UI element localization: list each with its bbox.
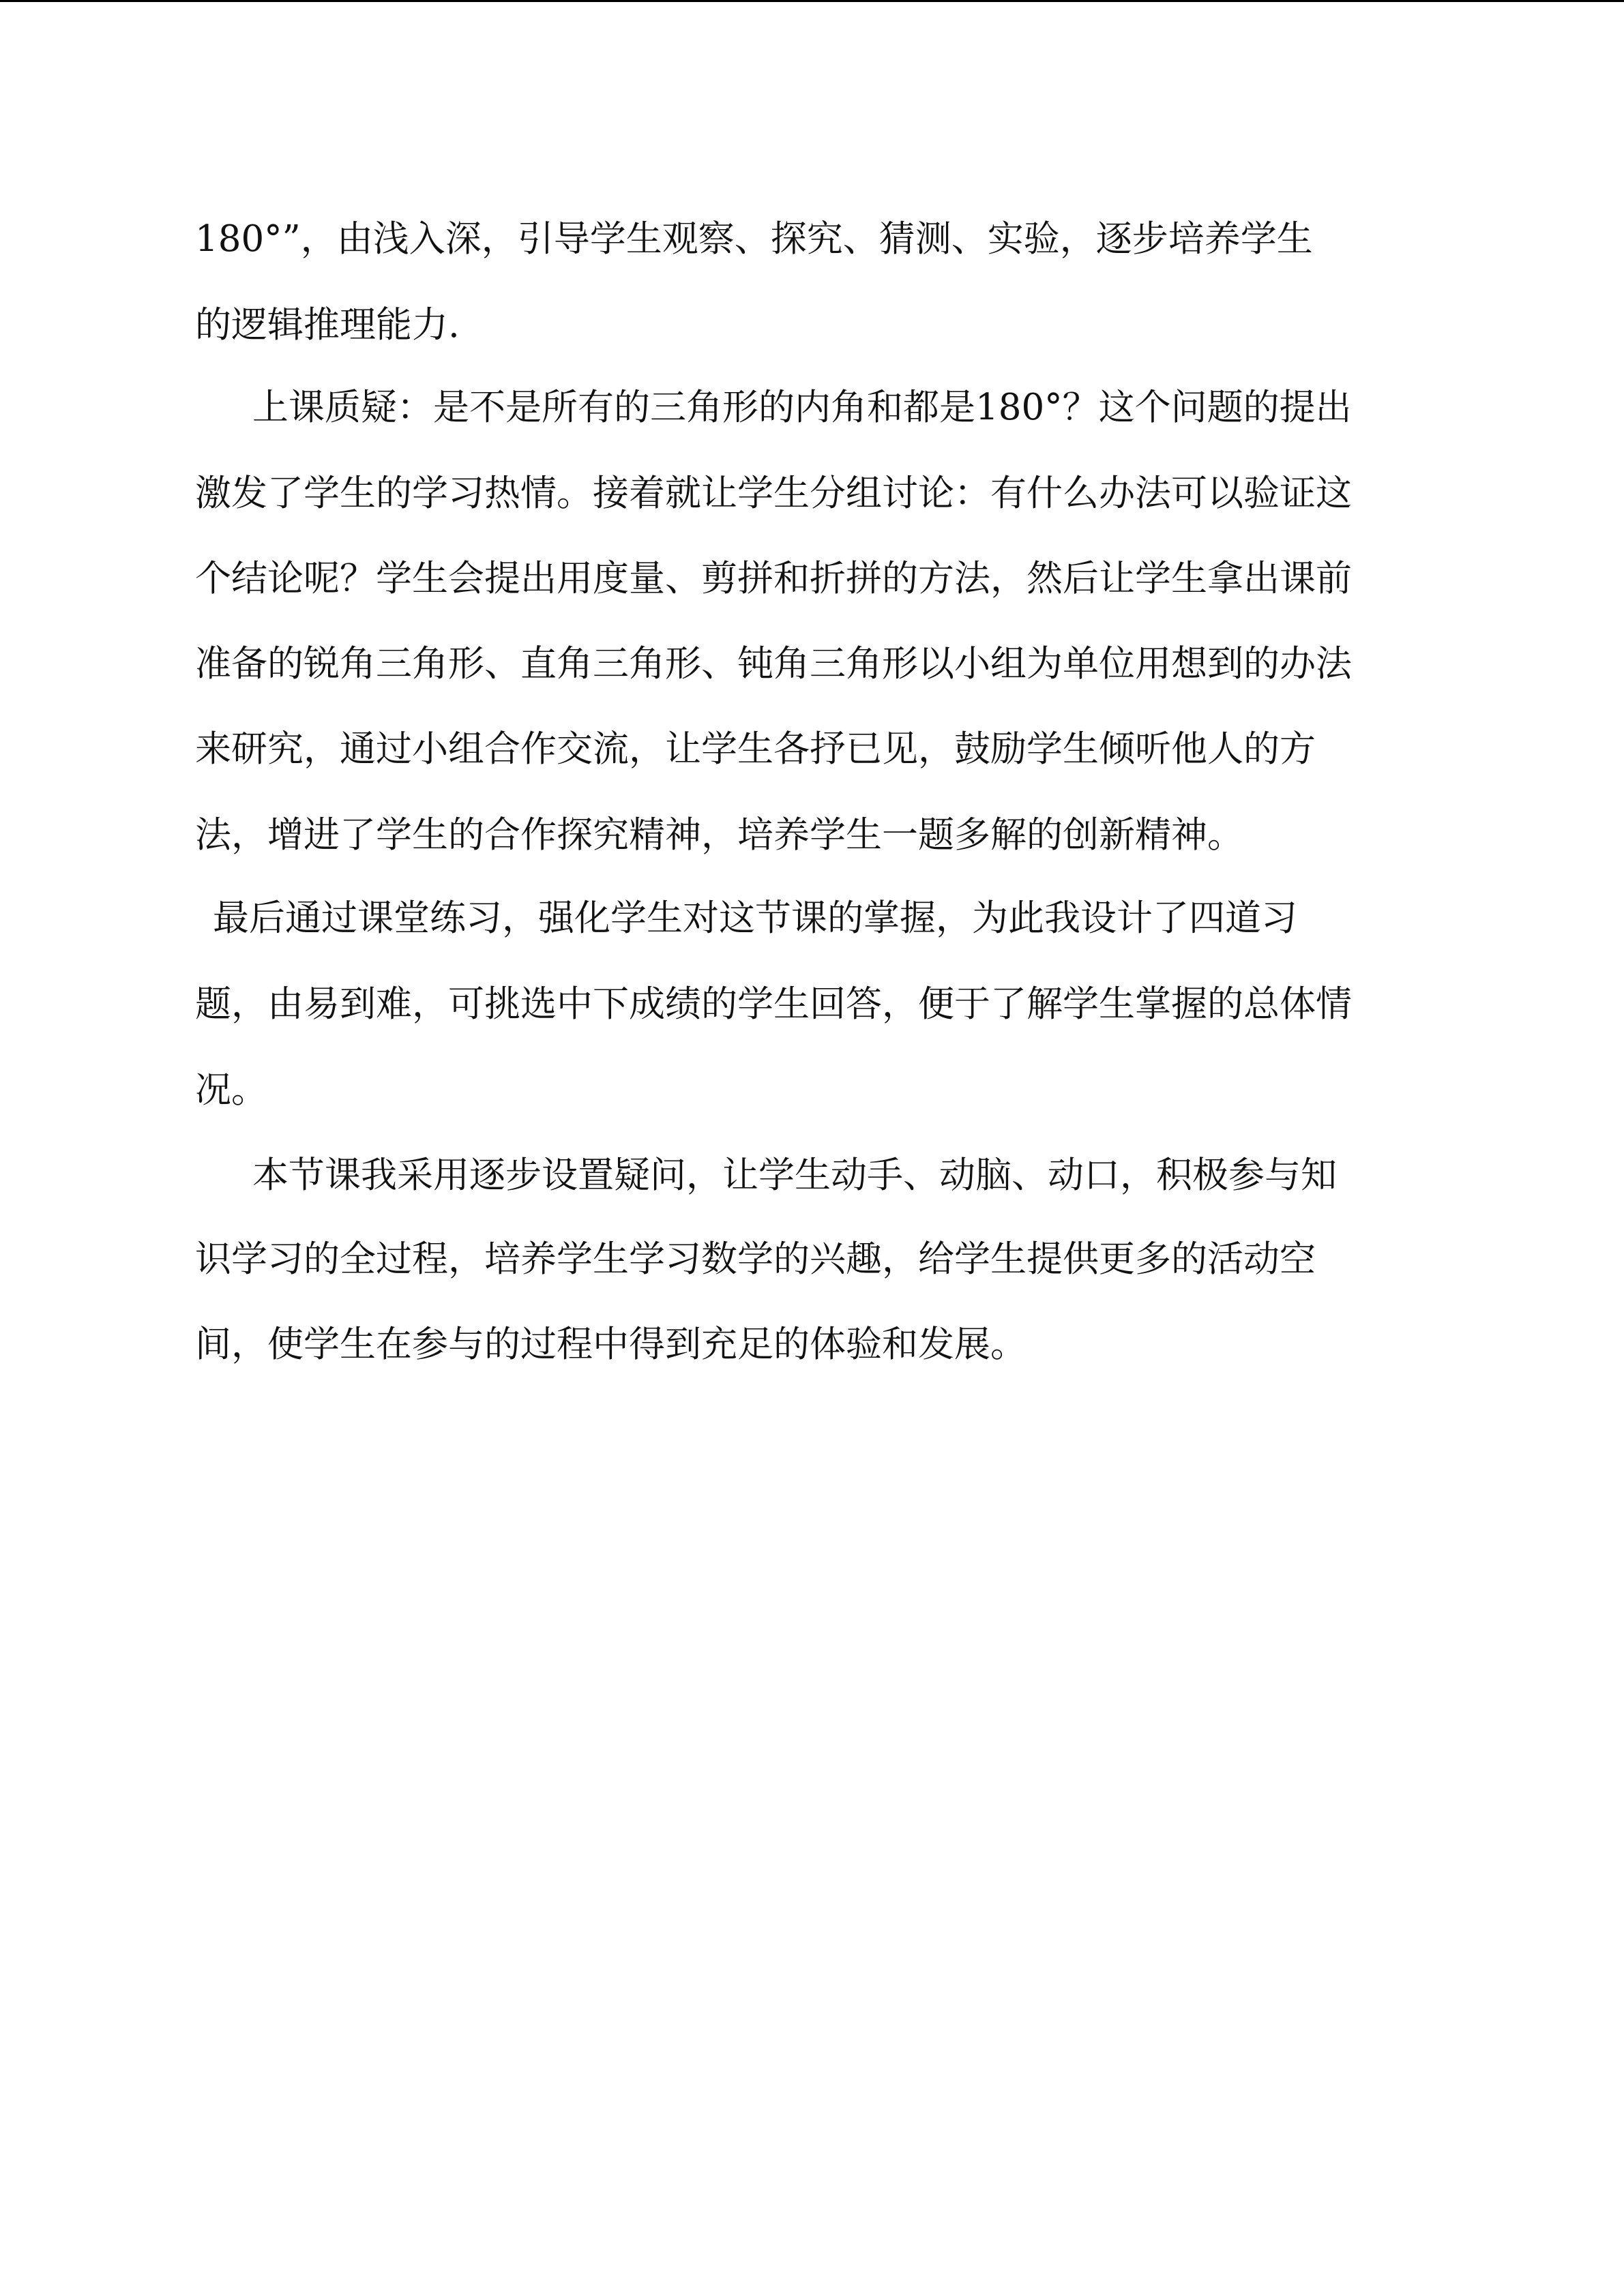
text-line-8: 法，增进了学生的合作探究精神，培养学生一题多解的创新精神。 [195,814,1243,856]
text-line-6: 准备的锐角三角形、直角三角形、钝角三角形以小组为单位用想到的办法 [195,643,1352,685]
text-line-9: 最后通过课堂练习，强化学生对这节课的掌握，为此我设计了四道习 [213,897,1297,939]
text-line-13: 识学习的全过程，培养学生学习数学的兴趣，给学生提供更多的活动空 [195,1238,1316,1280]
text-line-2: 的逻辑推理能力. [195,304,460,346]
text-line-3: 上课质疑：是不是所有的三角形的内角和都是180°？这个问题的提出 [252,387,1352,428]
text-line-11: 况。 [195,1069,267,1111]
text-line-4: 激发了学生的学习热情。接着就让学生分组讨论：有什么办法可以验证这 [195,473,1352,514]
text-line-7: 来研究，通过小组合作交流，让学生各抒已见，鼓励学生倾听他人的方 [195,728,1316,770]
text-line-1: 180°”，由浅入深，引导学生观察、探究、猜测、实验，逐步培养学生 [195,218,1313,260]
text-line-5: 个结论呢？学生会提出用度量、剪拼和折拼的方法，然后让学生拿出课前 [195,558,1352,599]
text-line-10: 题，由易到难，可挑选中下成绩的学生回答，便于了解学生掌握的总体情 [195,983,1352,1025]
text-line-12: 本节课我采用逐步设置疑问，让学生动手、动脑、动口，积极参与知 [252,1154,1337,1196]
text-line-14: 间，使学生在参与的过程中得到充足的体验和发展。 [195,1324,1027,1365]
